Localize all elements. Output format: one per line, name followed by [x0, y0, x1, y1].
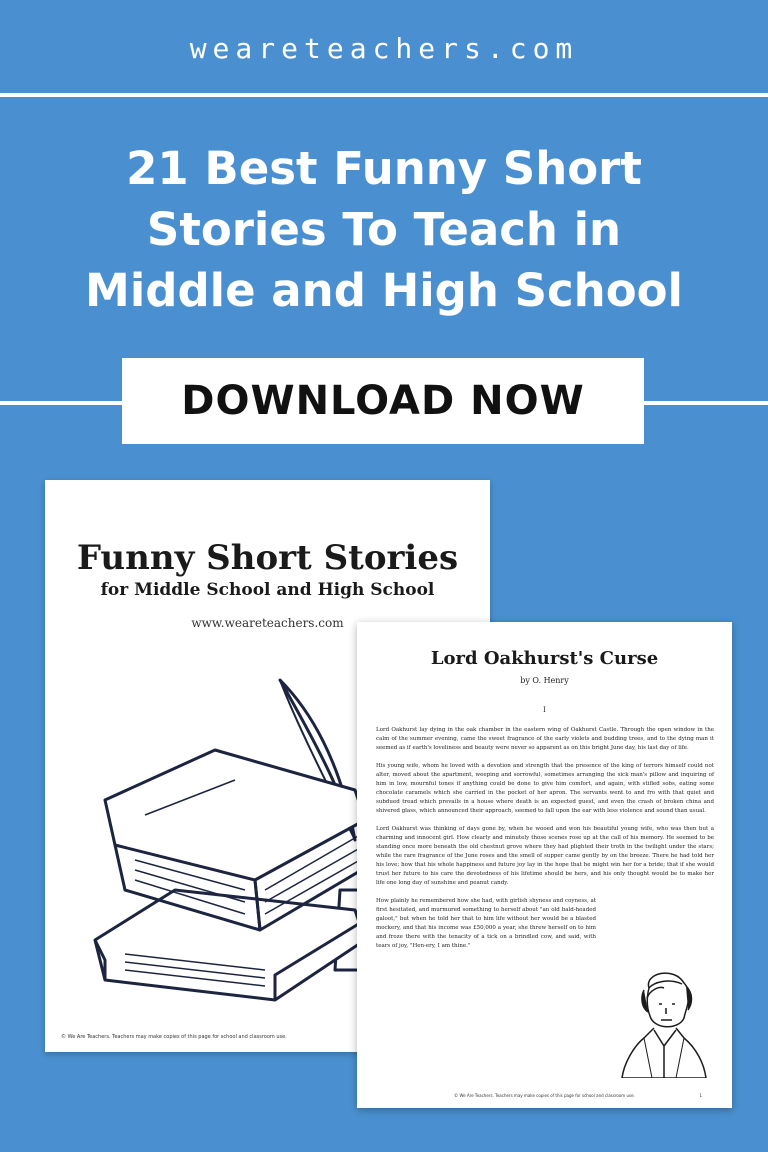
cover-url: www.weareteachers.com: [191, 616, 344, 630]
download-now-button[interactable]: DOWNLOAD NOW: [122, 358, 644, 444]
site-url: weareteachers.com: [189, 32, 579, 65]
story-author: by O. Henry: [520, 676, 569, 685]
headline: [40, 138, 728, 321]
headline-line-2: Stories To Teach in: [146, 203, 622, 256]
story-footer: © We Are Teachers. Teachers may make copies of this page for school and classroom use.: [454, 1093, 635, 1098]
headline-line-3: Middle and High School: [85, 264, 683, 317]
story-body: [376, 726, 714, 960]
headline-line-1: 21 Best Funny Short: [126, 142, 642, 195]
portrait-illustration-icon: [614, 968, 714, 1078]
page-number: 1: [699, 1093, 702, 1098]
story-section-number: I: [543, 706, 546, 714]
books-illustration-icon: [65, 640, 395, 1020]
cover-footer: © We Are Teachers. Teachers may make copies of this page for school and classroom use.: [61, 1034, 287, 1040]
story-title: Lord Oakhurst's Curse: [430, 648, 659, 669]
story-page-preview: [357, 622, 732, 1108]
story-paragraph: Lord Oakhurst was thinking of days gone by, when he wooed and won his beautiful young wife, who was then but a charming and innocent girl. How clearly and minutely those scenes rose up at the call of his memory. He seemed to be standing once more beneath the old chestnut grove where they had plighted their troth in the twilight under the stars; while the rare fragrance of the June roses and the smell of supper came gently by on the breeze. There he had told her his love; how that his whole happiness and future joy lay in the hope that he might win her for a bride; that if she would trust her future to his care the devotedness of his lifetime should be hers, and his only thought would be to make her life one long day of sunshine and peanut candy.: [376, 826, 714, 886]
top-divider: [0, 93, 768, 97]
story-paragraph: His young wife, whom he loved with a devotion and strength that the presence of the king of terrors himself could not alter, moved about the apartment, weeping and sorrowful, sometimes arranging the sick man's pillow and inquiring of him in low, mournful tones if anything could be done to give him comfort, and again, with stifled sobs, eating some chocolate caramels which she carried in the pocket of her apron. The servants went to and fro with that quiet and subdued tread which prevails in a house where death is an expected guest, and even the crash of broken china and shivered glass, which announced their approach, seemed to fall upon the ear with less violence and sound than usual.: [376, 763, 714, 814]
cover-subtitle: for Middle School and High School: [100, 580, 435, 600]
story-paragraph: Lord Oakhurst lay dying in the oak chamber in the eastern wing of Oakhurst Castle. Through the open window in the calm of the summer evening, came the sweet fragrance of the early violets and budding trees, and to the dying man it seemed as if earth's loveliness and beauty were never so apparent as on this bright June day, his last day of life.: [376, 727, 714, 751]
story-paragraph: How plainly he remembered how she had, with girlish shyness and coyness, at first hesitated, and murmured something to herself about "an old bald-headed galoot," but when he told her that to him life without her would be a blasted mockery, and that his income was £50,000 a year, she threw herself on to him and froze there with the tenacity of a tick on a brindled cow, and said, with tears of joy, "Hen-ery, I am thine.": [376, 898, 596, 949]
cover-title: Funny Short Stories: [76, 538, 459, 578]
